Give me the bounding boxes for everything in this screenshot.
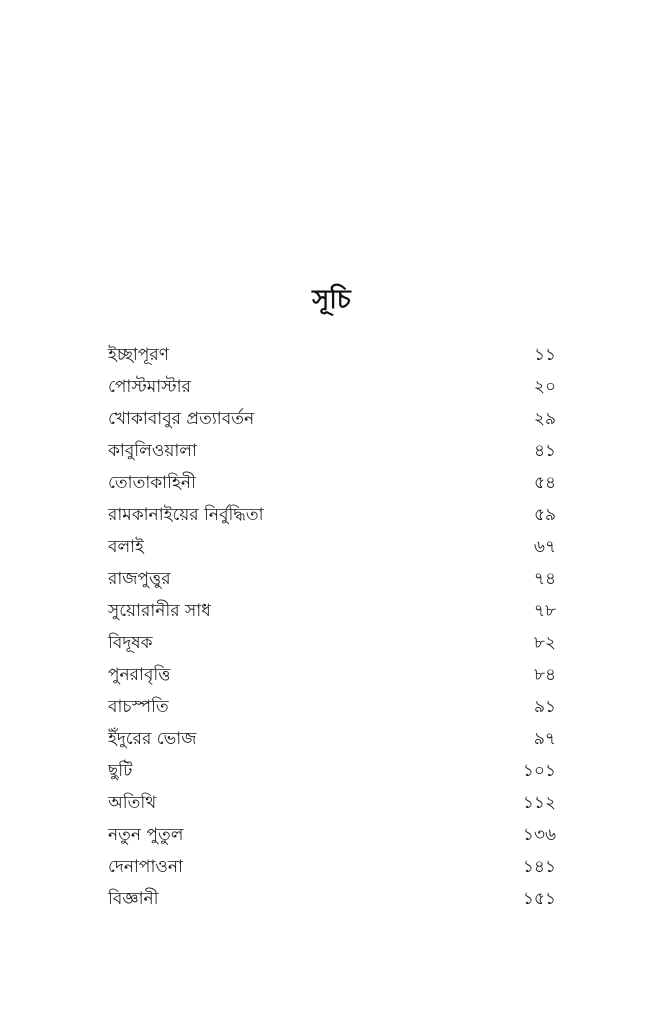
- toc-entry[interactable]: [108, 627, 556, 659]
- toc-entry-page-number: ১৫১: [522, 889, 556, 909]
- toc-entry[interactable]: [108, 851, 556, 883]
- toc-entry-title: কাবুলিওয়ালা: [108, 441, 197, 461]
- toc-entry-title: ইঁদুরের ভোজ: [108, 729, 197, 749]
- toc-entry[interactable]: [108, 595, 556, 627]
- table-of-contents: [108, 339, 556, 915]
- toc-entry[interactable]: [108, 339, 556, 371]
- toc-entry-title: বিদূষক: [108, 633, 153, 653]
- toc-entry-page-number: ৫৪: [533, 473, 556, 493]
- page-title: সূচি: [312, 285, 351, 315]
- toc-entry-page-number: ৮২: [533, 633, 556, 653]
- toc-entry-title: পুনরাবৃত্তি: [108, 665, 171, 685]
- toc-entry-title: বিজ্ঞানী: [108, 889, 159, 909]
- toc-entry-page-number: ৯৭: [533, 729, 556, 749]
- toc-entry-page-number: ২৯: [533, 409, 556, 429]
- toc-entry-title: খোকাবাবুর প্রত্যাবর্তন: [108, 409, 255, 429]
- toc-entry-title: দেনাপাওনা: [108, 857, 183, 877]
- toc-entry[interactable]: [108, 403, 556, 435]
- toc-entry[interactable]: [108, 659, 556, 691]
- toc-entry-title: বলাই: [108, 537, 144, 557]
- toc-entry-title: ছুটি: [108, 761, 133, 781]
- toc-entry[interactable]: [108, 499, 556, 531]
- toc-entry[interactable]: [108, 787, 556, 819]
- toc-entry[interactable]: [108, 723, 556, 755]
- toc-entry-title: ইচ্ছাপূরণ: [108, 345, 170, 365]
- toc-entry-page-number: ৭৮: [533, 601, 556, 621]
- toc-entry-title: সুয়োরানীর সাধ: [108, 601, 211, 621]
- toc-entry-page-number: ৯১: [533, 697, 556, 717]
- toc-entry-title: অতিথি: [108, 793, 157, 813]
- toc-entry[interactable]: [108, 371, 556, 403]
- toc-entry[interactable]: [108, 691, 556, 723]
- toc-entry-page-number: ১৩৬: [522, 825, 556, 845]
- toc-entry-title: পোস্টমাস্টার: [108, 377, 191, 397]
- toc-entry-title: রাজপুত্তুর: [108, 569, 171, 589]
- toc-entry-page-number: ৬৭: [533, 537, 556, 557]
- toc-entry-page-number: ১৪১: [522, 857, 556, 877]
- toc-entry[interactable]: [108, 531, 556, 563]
- toc-entry-title: রামকানাইয়ের নির্বুদ্ধিতা: [108, 505, 264, 525]
- toc-entry-page-number: ৮৪: [533, 665, 556, 685]
- toc-entry-page-number: ২০: [533, 377, 556, 397]
- toc-entry-page-number: ১০১: [522, 761, 556, 781]
- toc-entry-page-number: ৪১: [533, 441, 556, 461]
- toc-entry-title: বাচস্পতি: [108, 697, 169, 717]
- toc-entry-page-number: ১১: [533, 345, 556, 365]
- toc-entry-page-number: ৫৯: [533, 505, 556, 525]
- toc-entry-page-number: ১১২: [522, 793, 556, 813]
- toc-entry-title: নতুন পুতুল: [108, 825, 184, 845]
- toc-entry-page-number: ৭৪: [533, 569, 556, 589]
- toc-entry[interactable]: [108, 819, 556, 851]
- toc-entry[interactable]: [108, 435, 556, 467]
- toc-entry[interactable]: [108, 467, 556, 499]
- toc-entry-title: তোতাকাহিনী: [108, 473, 196, 493]
- toc-entry[interactable]: [108, 563, 556, 595]
- toc-entry[interactable]: [108, 883, 556, 915]
- toc-entry[interactable]: [108, 755, 556, 787]
